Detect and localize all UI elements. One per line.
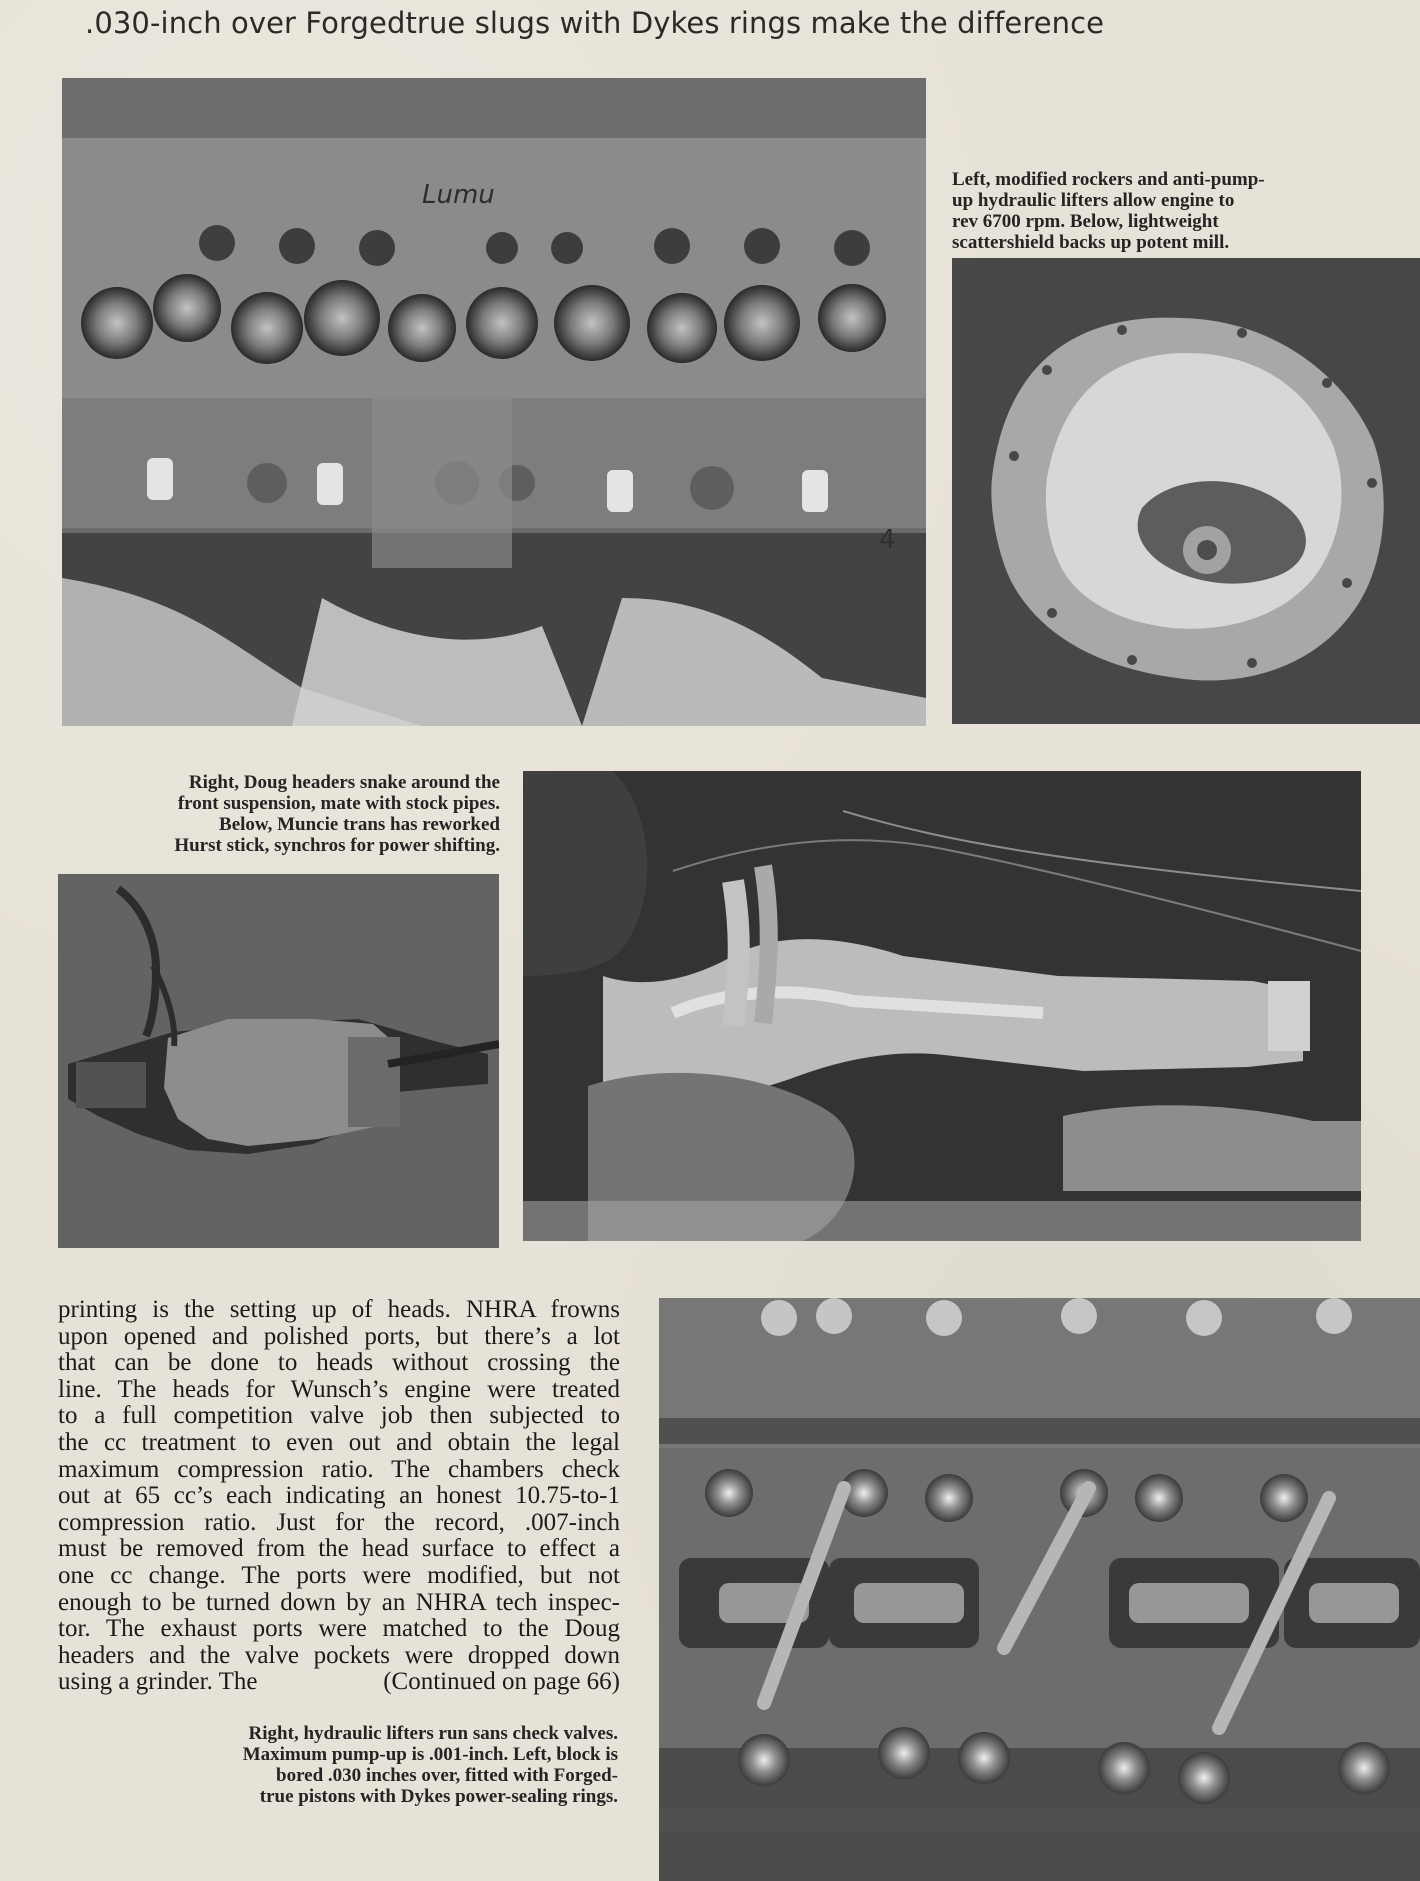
caption-line: up hydraulic lifters allow engine to — [952, 190, 1235, 211]
lifters-photo — [659, 1298, 1420, 1881]
caption-bottom-left — [136, 1723, 618, 1807]
body-line: the cc treatment to even out and obtain the legal — [58, 1428, 620, 1456]
article-body — [58, 1297, 620, 1696]
transmission-photo — [58, 874, 499, 1248]
body-line: compression ratio. Just for the record, .007-inch — [58, 1508, 620, 1536]
cylinder-head-photo — [62, 78, 926, 726]
body-line: printing is the setting up of heads. NHRA frowns — [58, 1296, 620, 1323]
body-line: that can be done to heads without crossing the — [58, 1349, 620, 1377]
body-line: upon opened and polished ports, but there’s a lot — [58, 1322, 620, 1350]
caption-line: Right, Doug headers snake around the — [188, 772, 500, 793]
body-last-line — [58, 1669, 620, 1696]
caption-line: Right, hydraulic lifters run sans check valves. — [248, 1723, 618, 1744]
caption-line: Left, modified rockers and anti-pump- — [952, 169, 1265, 190]
body-last-line-prefix: using a grinder. The — [58, 1668, 258, 1696]
body-line: out at 65 cc’s each indicating an honest 10.75-to-1 — [58, 1482, 620, 1510]
head-number: 4 — [879, 525, 896, 555]
body-line: headers and the valve pockets were dropped down — [58, 1641, 620, 1669]
caption-line: Maximum pump-up is .001-inch. Left, block is — [242, 1744, 618, 1765]
page-headline: .030-inch over Forgedtrue slugs with Dykes rings make the difference — [85, 6, 1105, 40]
body-line: maximum compression ratio. The chambers check — [58, 1455, 620, 1483]
caption-line: true pistons with Dykes power-sealing rings. — [259, 1786, 618, 1807]
body-line: line. The heads for Wunsch’s engine were treated — [58, 1375, 620, 1403]
body-line: must be removed from the head surface to effect a — [58, 1535, 620, 1563]
head-casting-logo: Lumu — [422, 180, 495, 210]
continued-note: (Continued on page 66) — [383, 1668, 620, 1696]
body-line: one cc change. The ports were modified, but not — [58, 1561, 620, 1589]
caption-line: front suspension, mate with stock pipes. — [177, 793, 500, 814]
scattershield-photo — [952, 258, 1420, 724]
caption-line: Below, Muncie trans has reworked — [219, 814, 500, 835]
caption-line: bored .030 inches over, fitted with Forged- — [276, 1765, 618, 1786]
body-line: enough to be turned down by an NHRA tech inspec- — [58, 1588, 620, 1616]
caption-line: scattershield backs up potent mill. — [952, 232, 1230, 253]
body-line: to a full competition valve job then subjected to — [58, 1402, 620, 1430]
caption-line: Hurst stick, synchros for power shifting. — [174, 835, 500, 856]
headers-photo — [523, 771, 1361, 1241]
caption-middle-left — [91, 772, 500, 856]
caption-top-right — [952, 169, 1265, 253]
caption-line: rev 6700 rpm. Below, lightweight — [952, 211, 1219, 232]
body-line: tor. The exhaust ports were matched to the Doug — [58, 1615, 620, 1643]
